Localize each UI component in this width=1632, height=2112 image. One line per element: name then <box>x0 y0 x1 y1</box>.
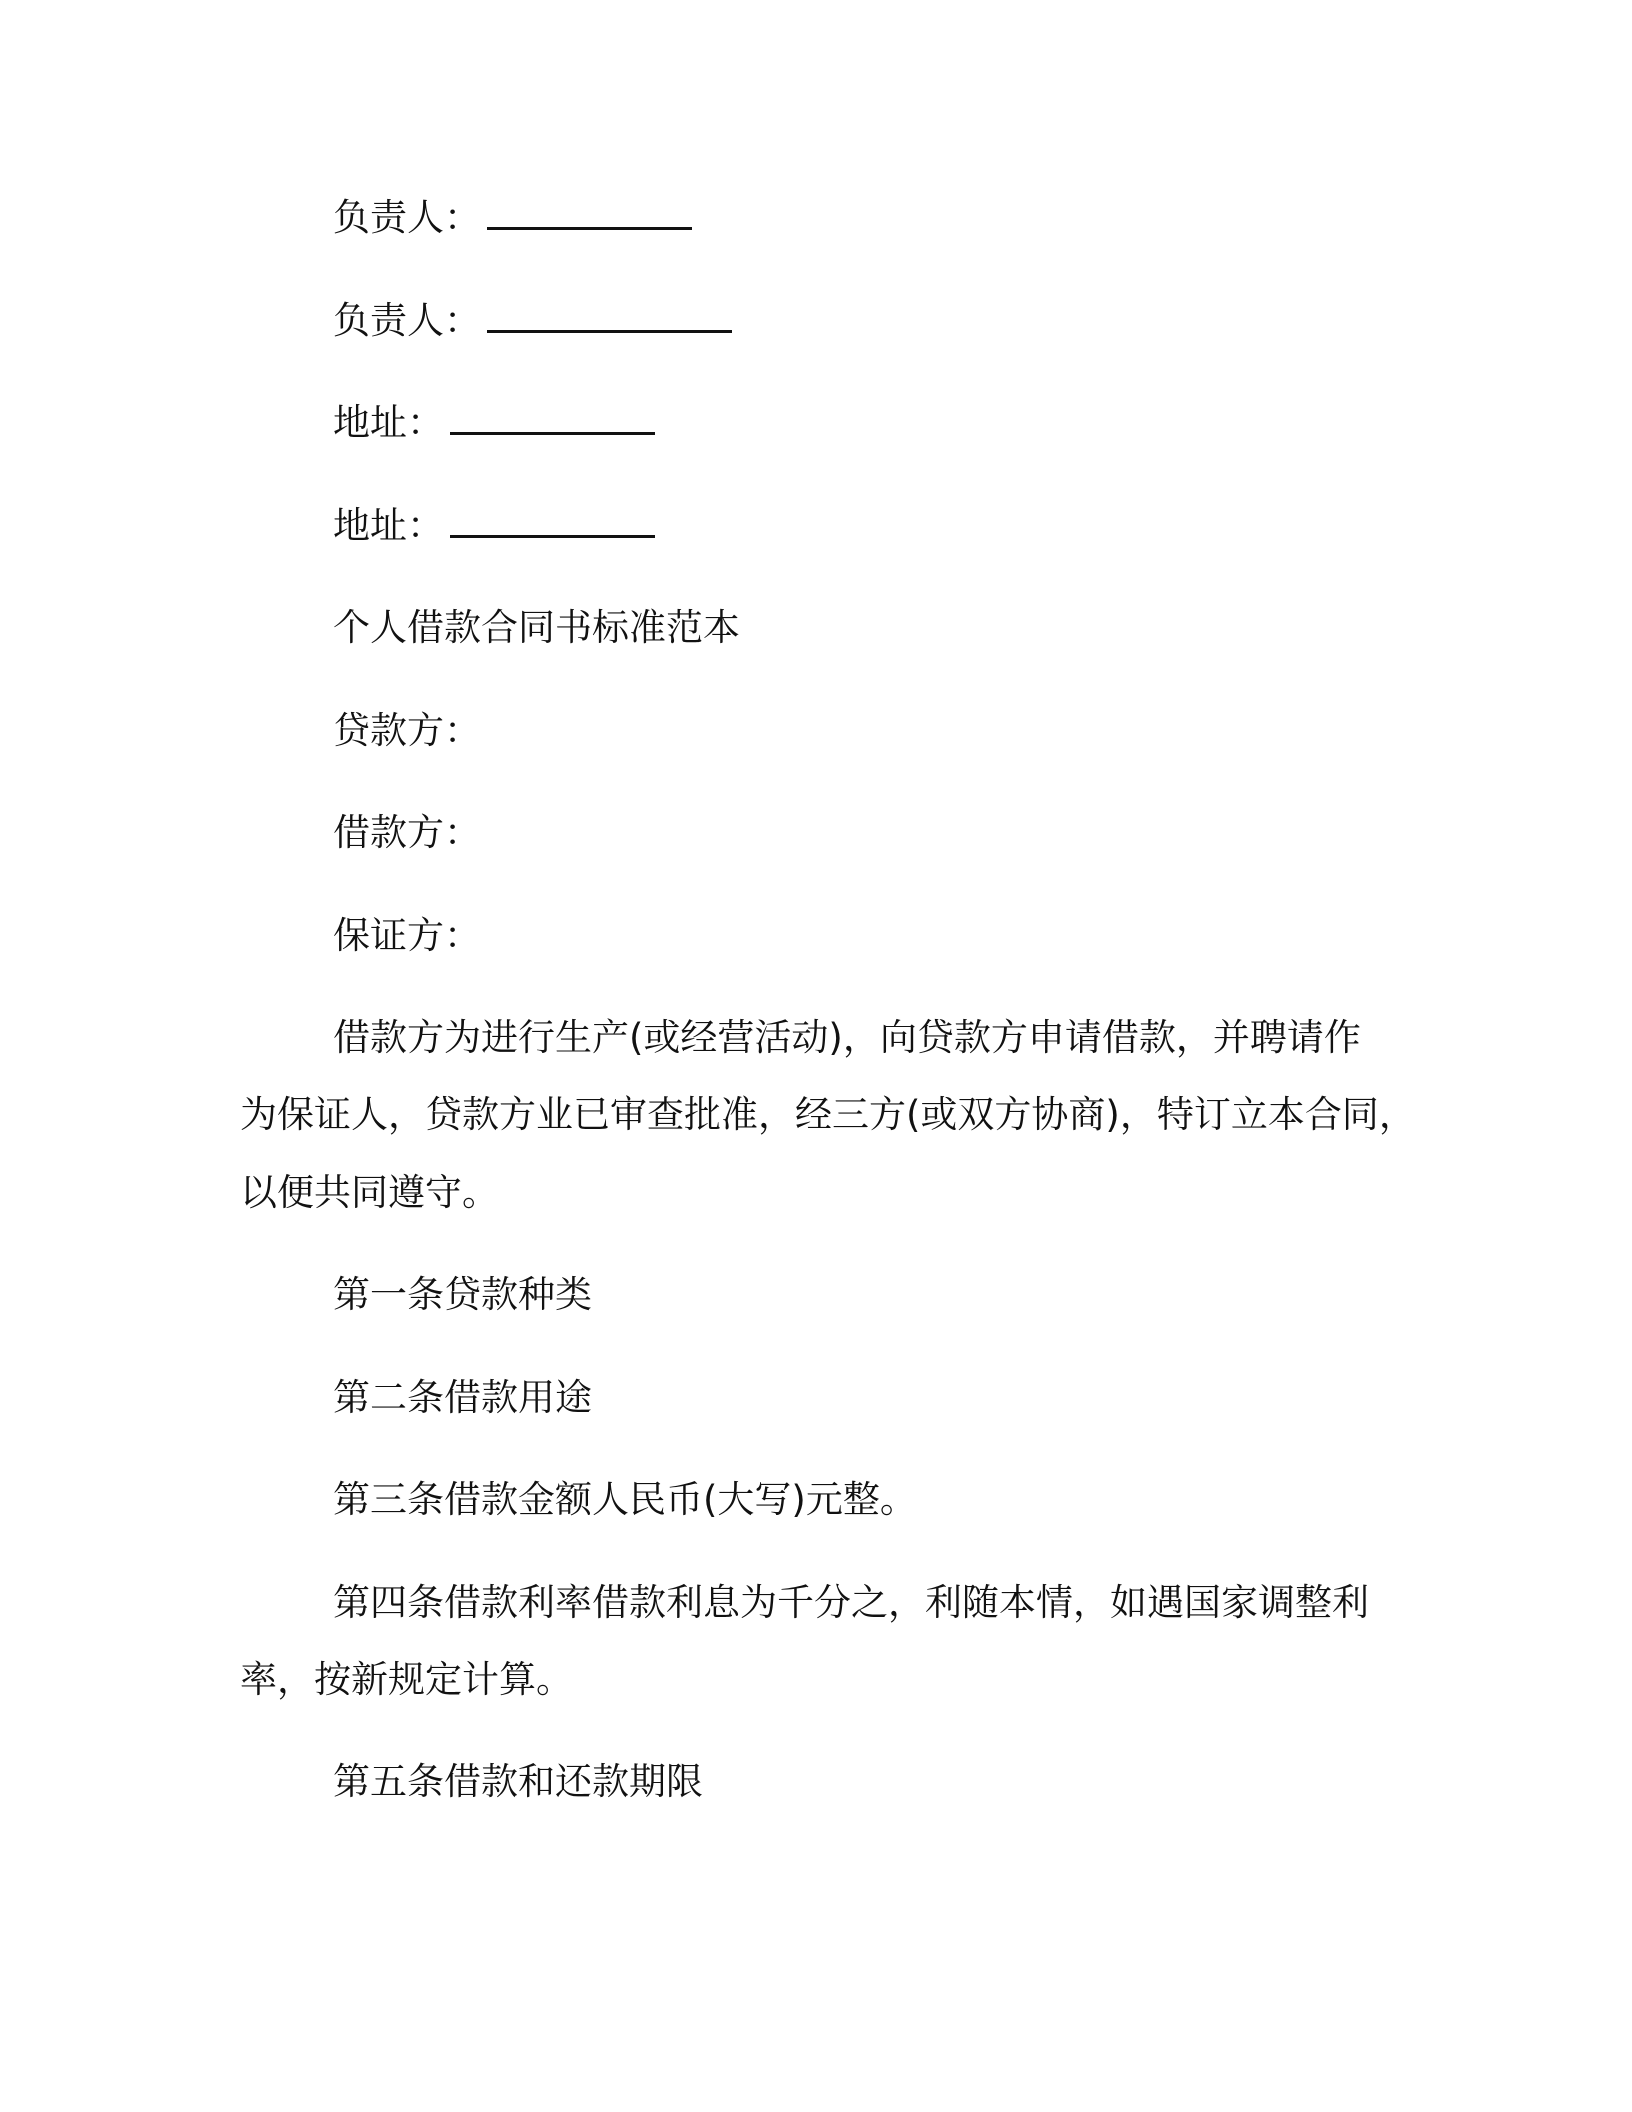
party-borrower: 借款方： <box>333 811 481 854</box>
party-lender: 贷款方： <box>333 709 481 752</box>
field-label: 负责人： <box>333 196 481 239</box>
field-label: 负责人： <box>333 299 481 342</box>
article-4-line-1: 第四条借款利率借款利息为千分之，利随本情，如遇国家调整利 <box>333 1581 1369 1624</box>
preamble-line-1: 借款方为进行生产(或经营活动)，向贷款方申请借款，并聘请作 <box>333 1016 1361 1059</box>
article-4-line-2: 率，按新规定计算。 <box>240 1658 573 1701</box>
field-address-2 <box>333 504 655 548</box>
field-person-in-charge-2 <box>333 299 732 343</box>
field-person-in-charge-1 <box>333 196 692 240</box>
article-2: 第二条借款用途 <box>333 1376 592 1419</box>
article-3: 第三条借款金额人民币(大写)元整。 <box>333 1478 917 1521</box>
blank-underline <box>450 505 655 538</box>
article-5: 第五条借款和还款期限 <box>333 1760 703 1803</box>
field-label: 地址： <box>333 401 444 444</box>
field-address-1 <box>333 401 655 445</box>
document-title: 个人借款合同书标准范本 <box>333 606 740 649</box>
preamble-line-3: 以便共同遵守。 <box>240 1171 499 1214</box>
party-guarantor: 保证方： <box>333 914 481 957</box>
blank-underline <box>450 402 655 435</box>
blank-underline <box>487 300 732 333</box>
blank-underline <box>487 197 692 230</box>
field-label: 地址： <box>333 504 444 547</box>
article-1: 第一条贷款种类 <box>333 1273 592 1316</box>
preamble-line-2: 为保证人，贷款方业已审查批准，经三方(或双方协商)，特订立本合同， <box>240 1093 1416 1136</box>
